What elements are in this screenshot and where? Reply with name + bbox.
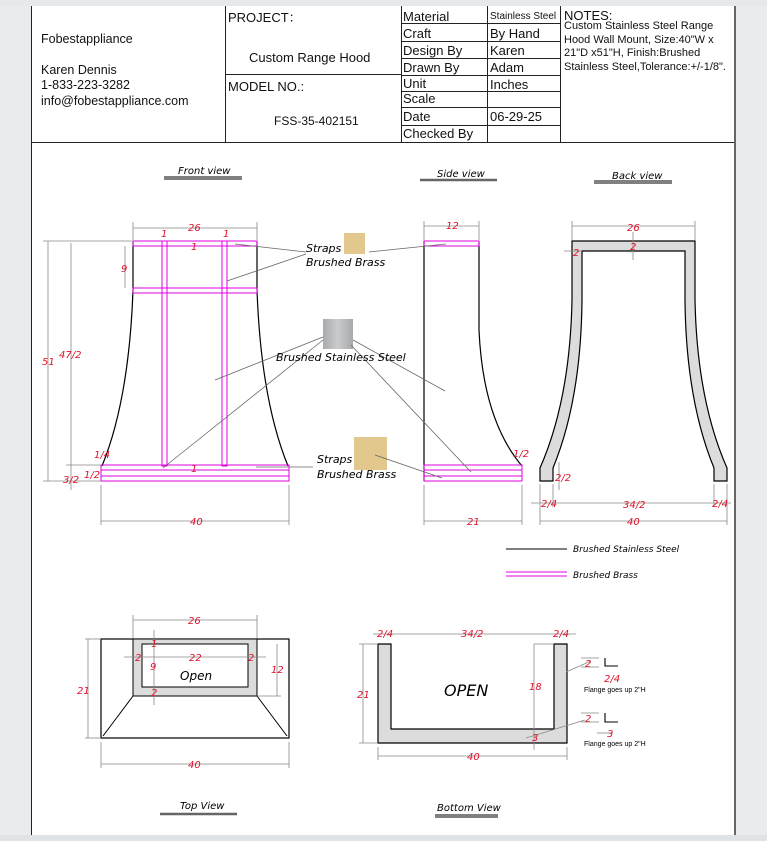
svg-text:12: 12 [446,221,459,232]
window-bottom-strip [0,835,767,841]
svg-text:1: 1 [191,242,198,253]
contact-name: Karen Dennis [41,63,117,77]
svg-text:2/4: 2/4 [553,629,570,640]
material-callouts [163,233,471,481]
svg-text:2/4: 2/4 [377,629,394,640]
spec-value: Inches [490,77,529,92]
svg-text:9: 9 [150,662,157,673]
svg-text:21: 21 [357,690,370,701]
svg-text:40: 40 [188,760,201,771]
svg-text:40: 40 [467,752,480,763]
svg-text:21: 21 [77,686,90,697]
svg-text:2: 2 [630,242,637,253]
svg-text:1/2: 1/2 [513,449,530,460]
svg-text:26: 26 [188,223,201,234]
model-value: FSS-35-402151 [274,114,359,128]
technical-drawing [32,6,734,835]
svg-text:26: 26 [188,616,201,627]
spec-value: Adam [490,60,524,75]
spec-value: By Hand [490,26,540,41]
svg-text:OPEN: OPEN [444,681,489,700]
svg-text:2: 2 [248,653,255,664]
spec-label: Design By [403,43,463,58]
svg-text:18: 18 [529,682,542,693]
front-view-title: Front view [178,166,231,177]
svg-text:Open: Open [180,669,213,683]
notes-title: NOTES: [564,8,613,23]
svg-text:Straps: Straps [306,242,342,255]
top-view [77,615,289,771]
spec-value: 06-29-25 [490,109,543,124]
spec-label: Drawn By [403,60,460,75]
spec-label: Date [403,109,431,124]
svg-text:12: 12 [271,665,284,676]
svg-text:47/2: 47/2 [59,350,82,361]
legend [506,545,680,581]
svg-text:40: 40 [190,517,203,528]
svg-text:2: 2 [151,688,158,699]
svg-text:2/4: 2/4 [604,674,621,685]
svg-text:Flange goes up 2"H: Flange goes up 2"H [584,741,646,748]
svg-text:2/4: 2/4 [712,499,729,510]
spec-label: Craft [403,26,432,41]
svg-text:Brushed Brass: Brushed Brass [306,256,386,269]
steel-swatch [323,319,353,349]
brass-swatch [354,437,387,470]
spec-label: Material [403,9,450,24]
svg-text:2: 2 [573,248,580,259]
svg-text:1/2: 1/2 [84,470,101,481]
bottom-view [357,629,646,763]
svg-text:3/2: 3/2 [63,475,80,486]
back-view [531,221,731,528]
spec-label: Scale [403,91,436,106]
svg-text:2: 2 [585,659,592,670]
svg-text:Straps: Straps [317,453,353,466]
project-label: PROJECT： [228,10,302,25]
brass-swatch [344,233,365,254]
svg-text:40: 40 [627,517,640,528]
svg-text:Flange goes up 2"H: Flange goes up 2"H [584,687,646,694]
side-view-title: Side view [437,169,485,180]
spec-label: Checked By [403,126,474,141]
spec-label: Unit [403,76,427,91]
svg-text:2/2: 2/2 [555,473,572,484]
company-name: Fobestappliance [41,32,133,46]
svg-text:51: 51 [42,357,55,368]
side-view [424,221,529,528]
svg-text:21: 21 [467,517,480,528]
spec-value: Karen [490,43,525,58]
svg-text:Brushed Brass: Brushed Brass [573,571,638,581]
svg-text:2: 2 [135,653,142,664]
svg-text:1: 1 [161,229,168,240]
svg-text:1/4: 1/4 [94,450,111,461]
svg-text:1: 1 [191,464,198,475]
svg-text:Brushed Stainless Steel: Brushed Stainless Steel [276,351,406,364]
svg-text:1: 1 [151,639,158,650]
svg-text:Brushed Brass: Brushed Brass [317,468,397,481]
project-value: Custom Range Hood [249,50,371,65]
svg-text:1: 1 [223,229,230,240]
spec-value: Stainless Steel [490,11,557,22]
svg-text:2/4: 2/4 [541,499,558,510]
notes-body: Custom Stainless Steel Range Hood Wall Mount, Size:40"W x 21"D x51"H, Finish:Brushed Stainless Steel,Tolerance:+/-1/8". [564,20,726,73]
svg-text:9: 9 [121,264,128,275]
top-view-title: Top View [180,801,225,812]
svg-text:26: 26 [627,223,640,234]
svg-text:34/2: 34/2 [623,500,646,511]
svg-text:3: 3 [607,729,614,740]
svg-text:3: 3 [532,733,539,744]
model-label: MODEL NO.: [228,79,305,94]
contact-email: info@fobestappliance.com [41,94,189,108]
bottom-view-title: Bottom View [437,803,501,814]
front-view [42,222,289,528]
svg-text:34/2: 34/2 [461,629,484,640]
contact-phone: 1-833-223-3282 [41,78,130,92]
svg-text:22: 22 [189,653,202,664]
svg-text:Brushed Stainless Steel: Brushed Stainless Steel [573,545,680,555]
back-view-title: Back view [612,171,663,182]
drawing-sheet [31,6,736,835]
svg-text:2: 2 [585,714,592,725]
